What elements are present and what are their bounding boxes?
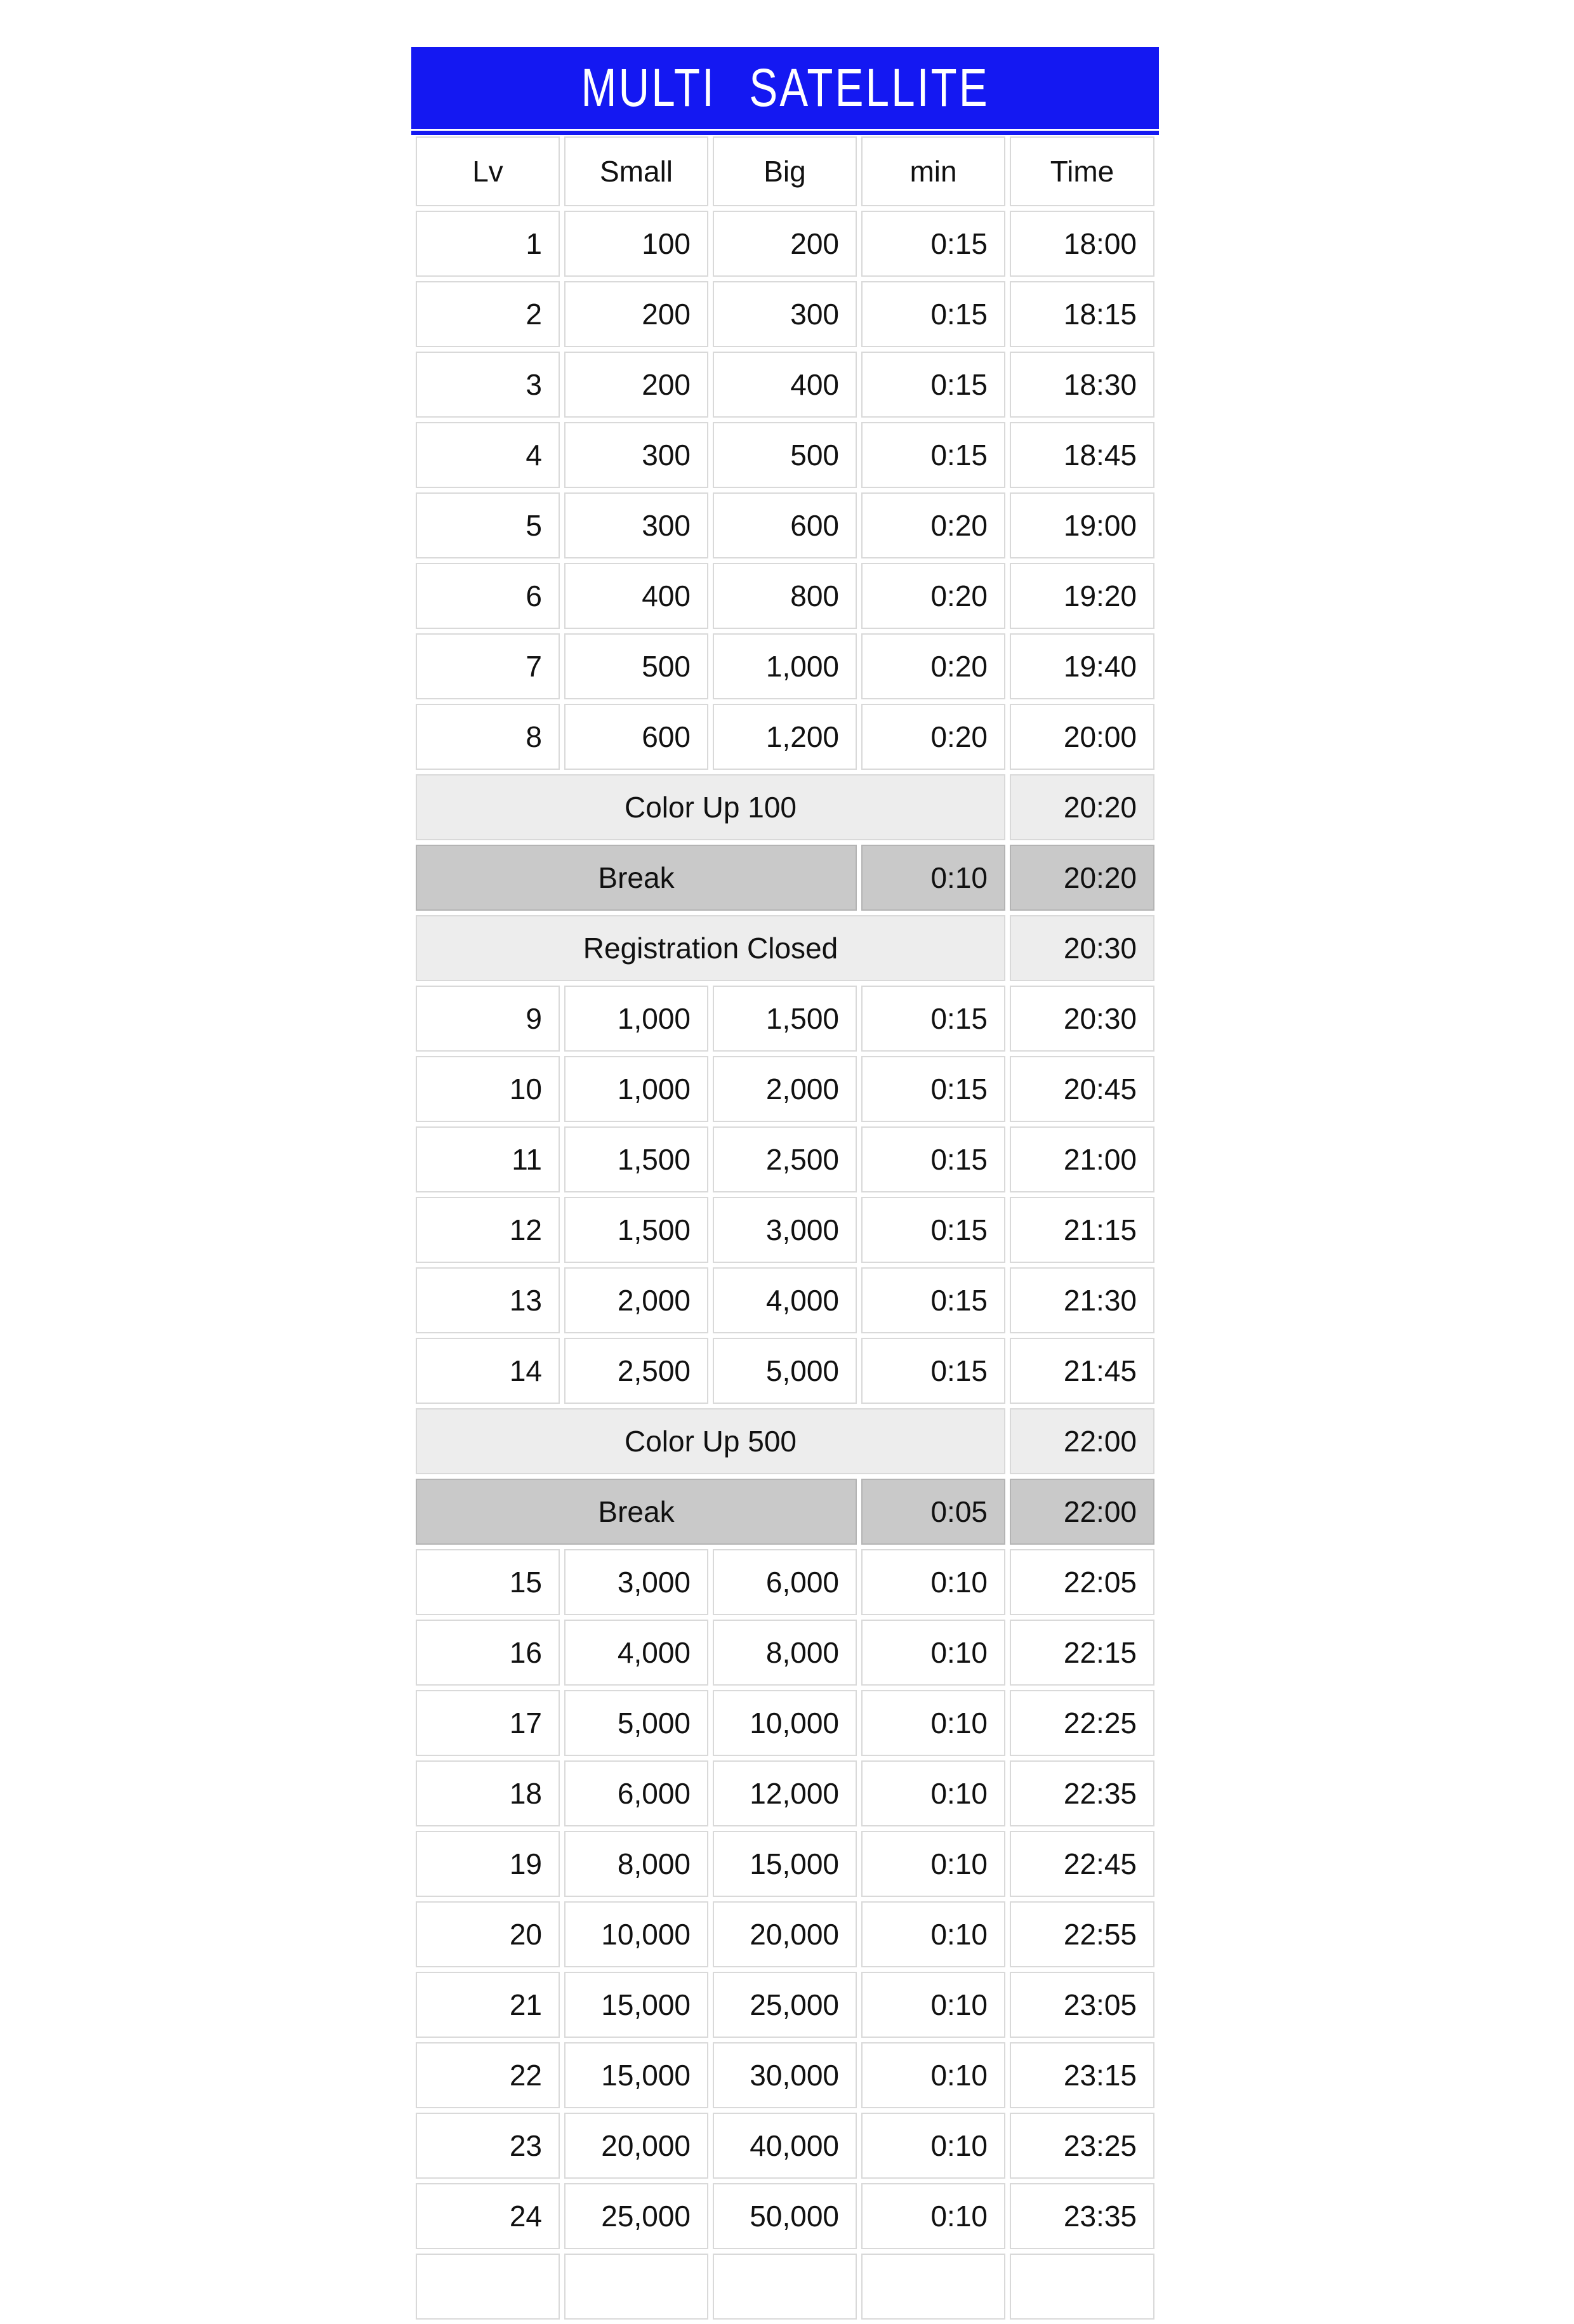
level-cell: 6 bbox=[416, 563, 560, 629]
level-cell: 7 bbox=[416, 633, 560, 699]
level-row bbox=[416, 1056, 1154, 1122]
small-blind-cell: 200 bbox=[564, 281, 708, 347]
minutes-cell: 0:15 bbox=[861, 352, 1005, 418]
level-row bbox=[416, 1197, 1154, 1263]
level-cell: 1 bbox=[416, 211, 560, 277]
level-row bbox=[416, 1972, 1154, 2038]
minutes-cell: 0:10 bbox=[861, 1620, 1005, 1686]
partial-row bbox=[416, 2254, 1154, 2320]
column-header-big: Big bbox=[713, 136, 857, 206]
time-cell: 21:00 bbox=[1010, 1126, 1154, 1192]
empty-cell bbox=[1010, 2254, 1154, 2320]
empty-cell bbox=[564, 2254, 708, 2320]
big-blind-cell: 200 bbox=[713, 211, 857, 277]
schedule-table-body bbox=[416, 211, 1154, 2320]
level-cell: 15 bbox=[416, 1549, 560, 1615]
small-blind-cell: 1,000 bbox=[564, 1056, 708, 1122]
level-row bbox=[416, 1549, 1154, 1615]
color-up-row bbox=[416, 774, 1154, 840]
level-row bbox=[416, 211, 1154, 277]
big-blind-cell: 300 bbox=[713, 281, 857, 347]
time-cell: 22:25 bbox=[1010, 1690, 1154, 1756]
small-blind-cell: 1,000 bbox=[564, 986, 708, 1052]
level-row bbox=[416, 1338, 1154, 1404]
big-blind-cell: 25,000 bbox=[713, 1972, 857, 2038]
big-blind-cell: 400 bbox=[713, 352, 857, 418]
level-cell: 13 bbox=[416, 1267, 560, 1333]
big-blind-cell: 20,000 bbox=[713, 1901, 857, 1967]
small-blind-cell: 1,500 bbox=[564, 1126, 708, 1192]
time-cell: 20:20 bbox=[1010, 774, 1154, 840]
small-blind-cell: 15,000 bbox=[564, 1972, 708, 2038]
minutes-cell: 0:10 bbox=[861, 845, 1005, 911]
blind-structure-sheet bbox=[411, 47, 1159, 2324]
time-cell: 22:55 bbox=[1010, 1901, 1154, 1967]
big-blind-cell: 40,000 bbox=[713, 2113, 857, 2179]
big-blind-cell: 6,000 bbox=[713, 1549, 857, 1615]
time-cell: 22:45 bbox=[1010, 1831, 1154, 1897]
level-cell: 24 bbox=[416, 2183, 560, 2249]
small-blind-cell: 8,000 bbox=[564, 1831, 708, 1897]
minutes-cell: 0:10 bbox=[861, 2113, 1005, 2179]
header-row bbox=[416, 136, 1154, 206]
small-blind-cell: 2,000 bbox=[564, 1267, 708, 1333]
minutes-cell: 0:15 bbox=[861, 281, 1005, 347]
level-cell: 18 bbox=[416, 1760, 560, 1826]
level-row bbox=[416, 1267, 1154, 1333]
break-row bbox=[416, 1479, 1154, 1545]
level-cell: 10 bbox=[416, 1056, 560, 1122]
big-blind-cell: 4,000 bbox=[713, 1267, 857, 1333]
small-blind-cell: 15,000 bbox=[564, 2042, 708, 2108]
small-blind-cell: 4,000 bbox=[564, 1620, 708, 1686]
level-cell: 22 bbox=[416, 2042, 560, 2108]
blind-structure-table bbox=[411, 132, 1159, 2324]
minutes-cell: 0:15 bbox=[861, 422, 1005, 488]
minutes-cell: 0:10 bbox=[861, 1690, 1005, 1756]
time-cell: 23:35 bbox=[1010, 2183, 1154, 2249]
time-cell: 23:05 bbox=[1010, 1972, 1154, 2038]
level-row bbox=[416, 1901, 1154, 1967]
level-cell: 4 bbox=[416, 422, 560, 488]
column-header-time: Time bbox=[1010, 136, 1154, 206]
time-cell: 20:20 bbox=[1010, 845, 1154, 911]
title-bar bbox=[411, 47, 1159, 129]
big-blind-cell: 1,500 bbox=[713, 986, 857, 1052]
big-blind-cell: 600 bbox=[713, 492, 857, 558]
small-blind-cell: 6,000 bbox=[564, 1760, 708, 1826]
time-cell: 22:00 bbox=[1010, 1408, 1154, 1474]
small-blind-cell: 300 bbox=[564, 422, 708, 488]
small-blind-cell: 600 bbox=[564, 704, 708, 770]
small-blind-cell: 1,500 bbox=[564, 1197, 708, 1263]
level-cell: 21 bbox=[416, 1972, 560, 2038]
small-blind-cell: 2,500 bbox=[564, 1338, 708, 1404]
level-row bbox=[416, 986, 1154, 1052]
minutes-cell: 0:10 bbox=[861, 1831, 1005, 1897]
small-blind-cell: 10,000 bbox=[564, 1901, 708, 1967]
big-blind-cell: 30,000 bbox=[713, 2042, 857, 2108]
big-blind-cell: 1,200 bbox=[713, 704, 857, 770]
time-cell: 22:15 bbox=[1010, 1620, 1154, 1686]
time-cell: 20:45 bbox=[1010, 1056, 1154, 1122]
minutes-cell: 0:10 bbox=[861, 1549, 1005, 1615]
small-blind-cell: 400 bbox=[564, 563, 708, 629]
minutes-cell: 0:15 bbox=[861, 1197, 1005, 1263]
minutes-cell: 0:05 bbox=[861, 1479, 1005, 1545]
time-cell: 21:30 bbox=[1010, 1267, 1154, 1333]
minutes-cell: 0:20 bbox=[861, 492, 1005, 558]
time-cell: 18:30 bbox=[1010, 352, 1154, 418]
column-header-lv: Lv bbox=[416, 136, 560, 206]
level-cell: 17 bbox=[416, 1690, 560, 1756]
big-blind-cell: 12,000 bbox=[713, 1760, 857, 1826]
level-row bbox=[416, 563, 1154, 629]
event-label-cell: Break bbox=[416, 845, 857, 911]
time-cell: 18:00 bbox=[1010, 211, 1154, 277]
level-cell: 14 bbox=[416, 1338, 560, 1404]
small-blind-cell: 25,000 bbox=[564, 2183, 708, 2249]
big-blind-cell: 1,000 bbox=[713, 633, 857, 699]
level-row bbox=[416, 1831, 1154, 1897]
big-blind-cell: 2,000 bbox=[713, 1056, 857, 1122]
minutes-cell: 0:15 bbox=[861, 211, 1005, 277]
level-row bbox=[416, 1760, 1154, 1826]
minutes-cell: 0:20 bbox=[861, 563, 1005, 629]
level-row bbox=[416, 281, 1154, 347]
level-row bbox=[416, 492, 1154, 558]
level-cell: 5 bbox=[416, 492, 560, 558]
level-row bbox=[416, 1690, 1154, 1756]
minutes-cell: 0:15 bbox=[861, 1126, 1005, 1192]
level-row bbox=[416, 352, 1154, 418]
registration-closed-row bbox=[416, 915, 1154, 981]
level-row bbox=[416, 422, 1154, 488]
time-cell: 22:35 bbox=[1010, 1760, 1154, 1826]
time-cell: 22:05 bbox=[1010, 1549, 1154, 1615]
level-cell: 16 bbox=[416, 1620, 560, 1686]
time-cell: 19:40 bbox=[1010, 633, 1154, 699]
small-blind-cell: 20,000 bbox=[564, 2113, 708, 2179]
break-row bbox=[416, 845, 1154, 911]
small-blind-cell: 3,000 bbox=[564, 1549, 708, 1615]
big-blind-cell: 800 bbox=[713, 563, 857, 629]
level-cell: 20 bbox=[416, 1901, 560, 1967]
time-cell: 23:25 bbox=[1010, 2113, 1154, 2179]
level-row bbox=[416, 1126, 1154, 1192]
big-blind-cell: 10,000 bbox=[713, 1690, 857, 1756]
empty-cell bbox=[861, 2254, 1005, 2320]
empty-cell bbox=[713, 2254, 857, 2320]
time-cell: 19:00 bbox=[1010, 492, 1154, 558]
event-label-cell: Color Up 500 bbox=[416, 1408, 1005, 1474]
color-up-row bbox=[416, 1408, 1154, 1474]
minutes-cell: 0:15 bbox=[861, 1056, 1005, 1122]
time-cell: 20:30 bbox=[1010, 986, 1154, 1052]
level-cell: 3 bbox=[416, 352, 560, 418]
time-cell: 19:20 bbox=[1010, 563, 1154, 629]
level-cell: 12 bbox=[416, 1197, 560, 1263]
minutes-cell: 0:10 bbox=[861, 2042, 1005, 2108]
small-blind-cell: 200 bbox=[564, 352, 708, 418]
level-cell: 9 bbox=[416, 986, 560, 1052]
time-cell: 23:15 bbox=[1010, 2042, 1154, 2108]
big-blind-cell: 15,000 bbox=[713, 1831, 857, 1897]
level-row bbox=[416, 633, 1154, 699]
big-blind-cell: 50,000 bbox=[713, 2183, 857, 2249]
minutes-cell: 0:10 bbox=[861, 1760, 1005, 1826]
minutes-cell: 0:20 bbox=[861, 633, 1005, 699]
level-row bbox=[416, 2113, 1154, 2179]
big-blind-cell: 500 bbox=[713, 422, 857, 488]
minutes-cell: 0:10 bbox=[861, 1972, 1005, 2038]
level-cell: 11 bbox=[416, 1126, 560, 1192]
time-cell: 20:00 bbox=[1010, 704, 1154, 770]
small-blind-cell: 100 bbox=[564, 211, 708, 277]
big-blind-cell: 2,500 bbox=[713, 1126, 857, 1192]
level-cell: 23 bbox=[416, 2113, 560, 2179]
minutes-cell: 0:10 bbox=[861, 2183, 1005, 2249]
minutes-cell: 0:20 bbox=[861, 704, 1005, 770]
minutes-cell: 0:15 bbox=[861, 986, 1005, 1052]
column-header-min: min bbox=[861, 136, 1005, 206]
big-blind-cell: 3,000 bbox=[713, 1197, 857, 1263]
level-row bbox=[416, 704, 1154, 770]
minutes-cell: 0:10 bbox=[861, 1901, 1005, 1967]
minutes-cell: 0:15 bbox=[861, 1267, 1005, 1333]
time-cell: 21:15 bbox=[1010, 1197, 1154, 1263]
big-blind-cell: 8,000 bbox=[713, 1620, 857, 1686]
level-row bbox=[416, 2183, 1154, 2249]
time-cell: 18:45 bbox=[1010, 422, 1154, 488]
time-cell: 21:45 bbox=[1010, 1338, 1154, 1404]
page-title: MULTI SATELLITE bbox=[581, 58, 989, 117]
time-cell: 18:15 bbox=[1010, 281, 1154, 347]
empty-cell bbox=[416, 2254, 560, 2320]
time-cell: 22:00 bbox=[1010, 1479, 1154, 1545]
event-label-cell: Break bbox=[416, 1479, 857, 1545]
level-row bbox=[416, 2042, 1154, 2108]
small-blind-cell: 300 bbox=[564, 492, 708, 558]
level-cell: 19 bbox=[416, 1831, 560, 1897]
small-blind-cell: 5,000 bbox=[564, 1690, 708, 1756]
column-header-small: Small bbox=[564, 136, 708, 206]
level-row bbox=[416, 1620, 1154, 1686]
level-cell: 8 bbox=[416, 704, 560, 770]
event-label-cell: Registration Closed bbox=[416, 915, 1005, 981]
level-cell: 2 bbox=[416, 281, 560, 347]
big-blind-cell: 5,000 bbox=[713, 1338, 857, 1404]
event-label-cell: Color Up 100 bbox=[416, 774, 1005, 840]
minutes-cell: 0:15 bbox=[861, 1338, 1005, 1404]
time-cell: 20:30 bbox=[1010, 915, 1154, 981]
small-blind-cell: 500 bbox=[564, 633, 708, 699]
